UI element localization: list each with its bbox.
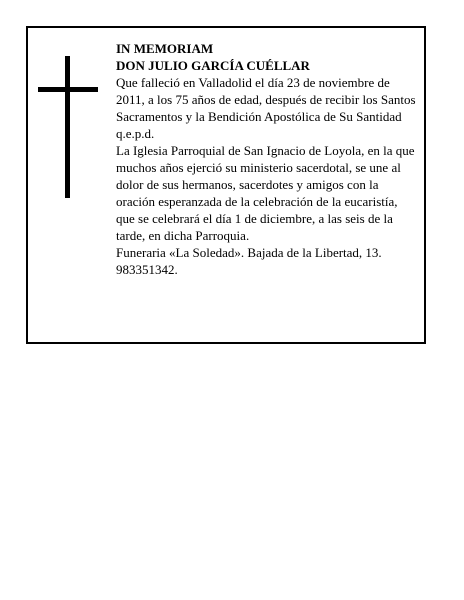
cross-horizontal-bar bbox=[38, 87, 98, 92]
funeral-home-line: Funeraria «La Soledad». Bajada de la Libertad, 13. 983351342. bbox=[116, 245, 382, 277]
cross-vertical-bar bbox=[65, 56, 70, 198]
church-paragraph: La Iglesia Parroquial de San Ignacio de Loyola, en la que muchos años ejerció su ministerio sacerdotal, se une al dolor de sus hermanos, sacerdotes y amigos con la oración esperanzada de la celebración de la eucaristía, que se celebrará el día 1 de diciembre, a las seis de la tarde, en dicha Parroquia. bbox=[116, 143, 415, 243]
deceased-name: DON JULIO GARCÍA CUÉLLAR bbox=[116, 58, 310, 73]
cross-icon bbox=[38, 56, 98, 198]
notice-heading: IN MEMORIAM bbox=[116, 41, 214, 56]
qepd-line: q.e.p.d. bbox=[116, 126, 155, 141]
obituary-notice bbox=[26, 26, 426, 344]
death-paragraph: Que falleció en Valladolid el día 23 de noviembre de 2011, a los 75 años de edad, después de recibir los Santos Sacramentos y la Bendición Apostólica de Su Santidad bbox=[116, 75, 416, 124]
notice-text bbox=[116, 40, 418, 278]
